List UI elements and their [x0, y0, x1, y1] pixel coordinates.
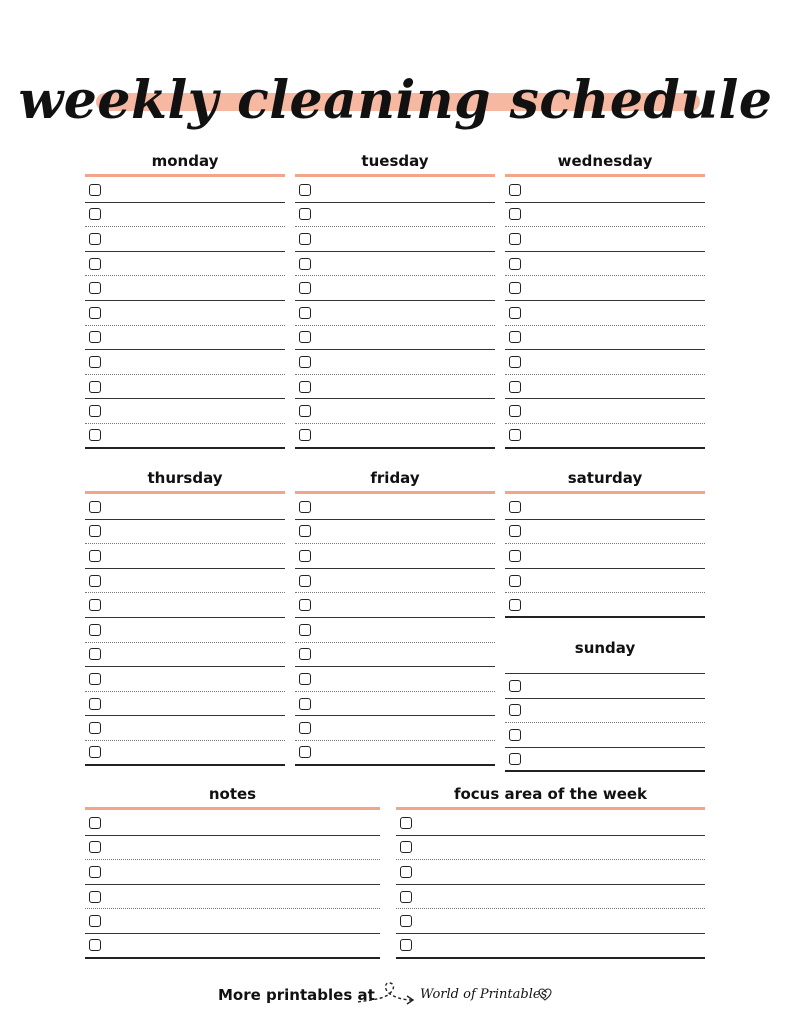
checklist-row[interactable] [85, 520, 285, 545]
checkbox[interactable] [509, 575, 521, 587]
checkbox[interactable] [509, 208, 521, 220]
checklist-row[interactable] [505, 699, 705, 724]
checklist-row[interactable] [295, 593, 495, 618]
checklist-row[interactable] [396, 909, 705, 934]
checklist-row[interactable] [295, 692, 495, 717]
checklist-row[interactable] [396, 836, 705, 861]
checkbox[interactable] [299, 405, 311, 417]
checklist-row[interactable] [85, 399, 285, 424]
checklist-row[interactable] [85, 495, 285, 520]
checklist-row[interactable] [85, 375, 285, 400]
checklist-row[interactable] [85, 569, 285, 594]
section-wednesday [505, 148, 705, 449]
checkbox[interactable] [299, 722, 311, 734]
checkbox[interactable] [400, 939, 412, 951]
page-title: weekly cleaning schedule [18, 70, 773, 131]
checklist-row[interactable] [85, 326, 285, 351]
checklist-row[interactable] [295, 544, 495, 569]
checkbox[interactable] [89, 722, 101, 734]
checkbox[interactable] [509, 331, 521, 343]
checklist-row[interactable] [295, 716, 495, 741]
checklist-row[interactable] [505, 203, 705, 228]
checklist-row[interactable] [505, 520, 705, 545]
checkbox[interactable] [509, 258, 521, 270]
checkbox[interactable] [89, 258, 101, 270]
checkbox[interactable] [89, 405, 101, 417]
section-notes [85, 781, 380, 959]
checkbox[interactable] [299, 381, 311, 393]
checklist-row[interactable] [85, 909, 380, 934]
checkbox[interactable] [509, 282, 521, 294]
checkbox[interactable] [509, 307, 521, 319]
checkbox[interactable] [299, 525, 311, 537]
checkbox[interactable] [89, 648, 101, 660]
section-rule [295, 491, 495, 494]
checklist-row[interactable] [505, 424, 705, 449]
checklist-row[interactable] [85, 716, 285, 741]
checklist-row[interactable] [295, 301, 495, 326]
checklist-row[interactable] [85, 350, 285, 375]
checklist-row[interactable] [295, 252, 495, 277]
checklist-row[interactable] [295, 618, 495, 643]
checkbox[interactable] [299, 550, 311, 562]
checklist-row[interactable] [505, 375, 705, 400]
checklist-row[interactable] [505, 326, 705, 351]
checkbox[interactable] [299, 599, 311, 611]
section-title: focus area of the week [453, 785, 648, 803]
checkbox[interactable] [299, 208, 311, 220]
checkbox[interactable] [509, 233, 521, 245]
checkbox[interactable] [509, 729, 521, 741]
checklist-row[interactable] [505, 569, 705, 594]
checkbox[interactable] [89, 307, 101, 319]
checkbox[interactable] [89, 939, 101, 951]
checklist-row[interactable] [85, 934, 380, 959]
checklist-row[interactable] [295, 350, 495, 375]
section-title: notes [208, 785, 257, 803]
footer-brand[interactable]: World of Printables [420, 987, 548, 1002]
checklist-row[interactable] [505, 593, 705, 618]
checkbox[interactable] [89, 817, 101, 829]
checkbox[interactable] [299, 356, 311, 368]
checkbox[interactable] [400, 915, 412, 927]
checklist-row[interactable] [396, 860, 705, 885]
checklist-row[interactable] [505, 276, 705, 301]
checkbox[interactable] [89, 915, 101, 927]
checkbox[interactable] [89, 550, 101, 562]
checklist-row[interactable] [505, 544, 705, 569]
checklist-row[interactable] [85, 885, 380, 910]
section-monday [85, 148, 285, 449]
footer [0, 980, 791, 1014]
checkbox[interactable] [509, 184, 521, 196]
checklist-row[interactable] [505, 723, 705, 748]
checkbox[interactable] [89, 746, 101, 758]
checklist-row[interactable] [505, 301, 705, 326]
checkbox[interactable] [299, 575, 311, 587]
checkbox[interactable] [509, 753, 521, 765]
checklist-row[interactable] [396, 885, 705, 910]
checkbox[interactable] [299, 331, 311, 343]
checkbox[interactable] [299, 501, 311, 513]
checkbox[interactable] [400, 866, 412, 878]
checklist-row[interactable] [85, 741, 285, 766]
section-rule [396, 807, 705, 810]
checklist-row[interactable] [85, 301, 285, 326]
checkbox[interactable] [400, 891, 412, 903]
checkbox[interactable] [509, 550, 521, 562]
checkbox[interactable] [89, 208, 101, 220]
checklist-row[interactable] [505, 178, 705, 203]
checkbox[interactable] [299, 746, 311, 758]
checkbox[interactable] [89, 501, 101, 513]
checkbox[interactable] [299, 429, 311, 441]
checkbox[interactable] [509, 680, 521, 692]
checklist-row[interactable] [85, 178, 285, 203]
checklist-row[interactable] [505, 674, 705, 699]
checkbox[interactable] [299, 233, 311, 245]
checklist-row[interactable] [85, 811, 380, 836]
checklist-row[interactable] [295, 424, 495, 449]
checklist-row[interactable] [505, 252, 705, 277]
checklist-row[interactable] [85, 860, 380, 885]
checkbox[interactable] [299, 698, 311, 710]
checklist-row[interactable] [85, 692, 285, 717]
checklist-row[interactable] [85, 424, 285, 449]
checkbox[interactable] [299, 648, 311, 660]
section-tuesday [295, 148, 495, 449]
checklist-row[interactable] [396, 811, 705, 836]
section-saturday [505, 465, 705, 618]
checklist-row[interactable] [295, 326, 495, 351]
section-title: tuesday [361, 152, 429, 170]
checkbox[interactable] [509, 381, 521, 393]
checkbox[interactable] [89, 282, 101, 294]
checkbox[interactable] [89, 429, 101, 441]
checkbox[interactable] [509, 429, 521, 441]
checklist-row[interactable] [295, 178, 495, 203]
dashed-arrow-icon [356, 980, 416, 1010]
checklist-row[interactable] [295, 569, 495, 594]
checkbox[interactable] [299, 282, 311, 294]
checkbox[interactable] [89, 184, 101, 196]
section-title: wednesday [557, 152, 653, 170]
section-rule [85, 807, 380, 810]
checklist-row[interactable] [85, 618, 285, 643]
checkbox[interactable] [509, 599, 521, 611]
checkbox[interactable] [509, 704, 521, 716]
checkbox[interactable] [89, 698, 101, 710]
checklist-row[interactable] [505, 748, 705, 773]
checklist-row[interactable] [295, 643, 495, 668]
heart-icon [538, 988, 552, 1001]
checklist-row[interactable] [505, 495, 705, 520]
section-title: sunday [574, 639, 636, 657]
checklist-row[interactable] [295, 667, 495, 692]
checkbox[interactable] [400, 841, 412, 853]
checkbox[interactable] [89, 866, 101, 878]
checkbox[interactable] [89, 356, 101, 368]
footer-text: More printables at [218, 986, 375, 1004]
checklist-row[interactable] [396, 934, 705, 959]
checklist-row[interactable] [85, 203, 285, 228]
checklist-row[interactable] [85, 252, 285, 277]
checkbox[interactable] [299, 184, 311, 196]
section-rule [505, 174, 705, 177]
checkbox[interactable] [89, 599, 101, 611]
section-thursday [85, 465, 285, 766]
title-area [0, 62, 791, 142]
checkbox[interactable] [509, 405, 521, 417]
checklist-row[interactable] [85, 227, 285, 252]
section-friday [295, 465, 495, 766]
checkbox[interactable] [509, 501, 521, 513]
checklist-row[interactable] [295, 399, 495, 424]
checkbox[interactable] [89, 891, 101, 903]
checkbox[interactable] [299, 258, 311, 270]
checkbox[interactable] [89, 575, 101, 587]
checkbox[interactable] [400, 817, 412, 829]
checkbox[interactable] [89, 331, 101, 343]
checkbox[interactable] [89, 233, 101, 245]
section-rule [295, 174, 495, 177]
checkbox[interactable] [89, 624, 101, 636]
checklist-row[interactable] [85, 643, 285, 668]
checkbox[interactable] [89, 673, 101, 685]
checkbox[interactable] [89, 841, 101, 853]
checkbox[interactable] [299, 307, 311, 319]
checkbox[interactable] [509, 525, 521, 537]
checklist-row[interactable] [505, 399, 705, 424]
section-title: saturday [567, 469, 643, 487]
section-rule [85, 491, 285, 494]
checklist-row[interactable] [295, 203, 495, 228]
checklist-row[interactable] [295, 495, 495, 520]
section-title: thursday [147, 469, 223, 487]
section-focus-area [396, 781, 705, 959]
checkbox[interactable] [89, 525, 101, 537]
checklist-row[interactable] [85, 276, 285, 301]
checklist-row[interactable] [295, 227, 495, 252]
checkbox[interactable] [299, 624, 311, 636]
checklist-row[interactable] [85, 667, 285, 692]
section-rule [85, 174, 285, 177]
checklist-row[interactable] [505, 227, 705, 252]
checklist-row[interactable] [295, 276, 495, 301]
checklist-row[interactable] [505, 350, 705, 375]
checklist-row[interactable] [85, 544, 285, 569]
section-title: monday [151, 152, 219, 170]
section-sunday [505, 635, 705, 772]
section-title: friday [370, 469, 420, 487]
checkbox[interactable] [299, 673, 311, 685]
checkbox[interactable] [89, 381, 101, 393]
checklist-row[interactable] [295, 375, 495, 400]
checklist-row[interactable] [295, 741, 495, 766]
checklist-row[interactable] [85, 593, 285, 618]
checklist-row[interactable] [85, 836, 380, 861]
checklist-row[interactable] [295, 520, 495, 545]
checkbox[interactable] [509, 356, 521, 368]
section-rule [505, 491, 705, 494]
